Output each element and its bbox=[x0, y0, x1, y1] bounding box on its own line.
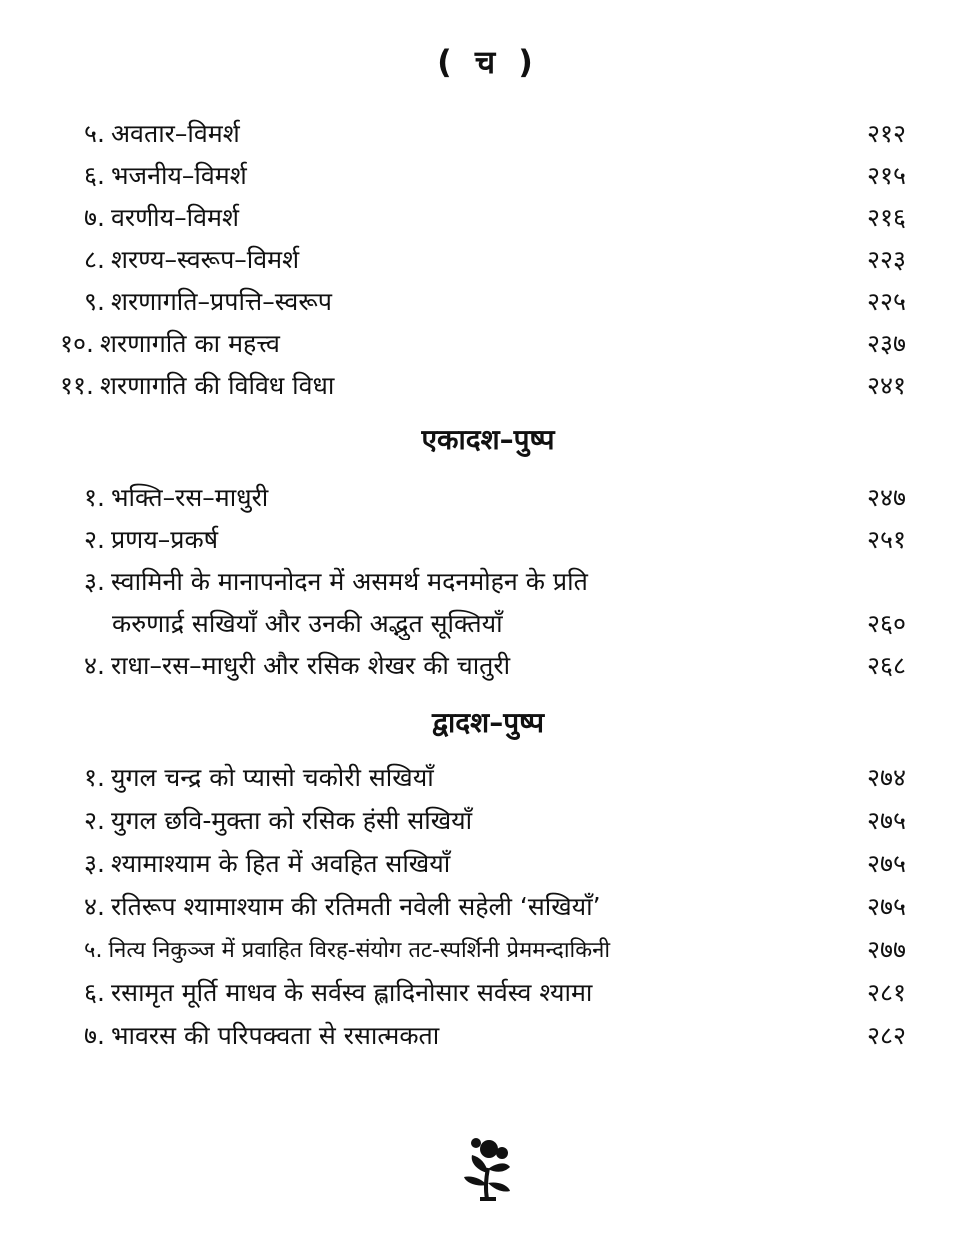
item-title: शरणागति का महत्त्व bbox=[99, 329, 280, 358]
page-number: २४७ bbox=[866, 483, 906, 512]
item-number: ४. bbox=[84, 892, 105, 921]
toc-row bbox=[60, 561, 906, 601]
item-number: ११. bbox=[60, 371, 94, 400]
item-number: ३. bbox=[84, 567, 105, 596]
item-number: ८. bbox=[84, 245, 105, 274]
item-number: ५. bbox=[84, 119, 105, 148]
page-number: २५१ bbox=[866, 525, 906, 554]
page-number: २७५ bbox=[866, 806, 906, 835]
item-number: ९. bbox=[84, 287, 105, 316]
item-title: भावरस की परिपक्वता से रसात्मकता bbox=[110, 1021, 440, 1050]
toc-row bbox=[60, 323, 906, 363]
item-title: युगल चन्द्र को प्यासो चकोरी सखियाँ bbox=[110, 763, 434, 792]
page-number: २३७ bbox=[866, 329, 906, 358]
page-number: २८२ bbox=[866, 1021, 906, 1050]
item-title: रतिरूप श्यामाश्याम की रतिमती नवेली सहेली ‘सखियाँ’ bbox=[110, 892, 601, 921]
page-number: २७५ bbox=[866, 849, 906, 878]
toc-row bbox=[60, 886, 906, 926]
page-number: २२३ bbox=[866, 245, 906, 274]
page-number: २८१ bbox=[866, 978, 906, 1007]
page-number: २१२ bbox=[866, 119, 906, 148]
toc-row bbox=[60, 645, 906, 685]
item-title: वरणीय–विमर्श bbox=[110, 203, 239, 232]
toc-row bbox=[60, 843, 906, 883]
item-title: प्रणय–प्रकर्ष bbox=[110, 525, 219, 554]
page-number: २२५ bbox=[866, 287, 906, 316]
item-number: ५. bbox=[84, 938, 103, 963]
page-number: २१६ bbox=[866, 203, 906, 232]
toc-row bbox=[60, 477, 906, 517]
page-number: २१५ bbox=[866, 161, 906, 190]
page-number: २६० bbox=[866, 609, 906, 638]
item-title: शरण्य–स्वरूप–विमर्श bbox=[110, 245, 300, 274]
item-number: २. bbox=[84, 525, 105, 554]
item-title: राधा–रस–माधुरी और रसिक शेखर की चातुरी bbox=[110, 651, 511, 680]
toc-row bbox=[60, 757, 906, 797]
page-number: २४१ bbox=[866, 371, 906, 400]
toc-row bbox=[60, 929, 906, 969]
toc-row bbox=[60, 197, 906, 237]
item-title: युगल छवि-मुक्ता को रसिक हंसी सखियाँ bbox=[110, 806, 473, 835]
page-number: २७४ bbox=[866, 763, 906, 792]
item-title: श्यामाश्याम के हित में अवहित सखियाँ bbox=[110, 849, 451, 878]
section-heading: एकादश–पुष्प bbox=[421, 423, 555, 456]
item-number: ४. bbox=[84, 651, 105, 680]
page-number: २७५ bbox=[866, 892, 906, 921]
section-heading: द्वादश–पुष्प bbox=[431, 706, 545, 739]
item-number: ७. bbox=[84, 203, 105, 232]
item-number: १. bbox=[84, 483, 105, 512]
item-title: स्वामिनी के मानापनोदन में असमर्थ मदनमोहन के प्रति bbox=[110, 567, 588, 596]
item-title: शरणागति की विविध विधा bbox=[99, 371, 335, 400]
item-title: भजनीय–विमर्श bbox=[110, 161, 247, 190]
toc-row bbox=[60, 603, 906, 643]
toc-row bbox=[60, 155, 906, 195]
item-title: रसामृत मूर्ति माधव के सर्वस्व ह्लादिनोसार सर्वस्व श्यामा bbox=[110, 978, 593, 1007]
item-title: भक्ति–रस–माधुरी bbox=[110, 483, 269, 512]
item-number: ६. bbox=[84, 978, 105, 1007]
page-number: २६८ bbox=[866, 651, 906, 680]
toc-row bbox=[60, 365, 906, 405]
item-number: १०. bbox=[60, 329, 94, 358]
item-title: शरणागति–प्रपत्ति–स्वरूप bbox=[110, 287, 332, 316]
item-number: २. bbox=[84, 806, 105, 835]
toc-row bbox=[60, 113, 906, 153]
item-number: ६. bbox=[84, 161, 105, 190]
toc-row bbox=[60, 1015, 906, 1055]
item-number: १. bbox=[84, 763, 105, 792]
toc-row bbox=[60, 239, 906, 279]
floral-ornament-icon bbox=[452, 1133, 522, 1203]
item-title: करुणार्द्र सखियाँ और उनकी अद्भुत सूक्तियाँ bbox=[112, 609, 503, 638]
toc-row bbox=[60, 972, 906, 1012]
toc-row bbox=[60, 281, 906, 321]
page-number: २७७ bbox=[866, 935, 906, 964]
toc-row bbox=[60, 519, 906, 559]
toc-row bbox=[60, 800, 906, 840]
item-number: ७. bbox=[84, 1021, 105, 1050]
item-title: अवतार–विमर्श bbox=[110, 119, 240, 148]
item-number: ३. bbox=[84, 849, 105, 878]
item-title: नित्य निकुञ्ज में प्रवाहित विरह-संयोग तट-स्पर्शिनी प्रेममन्दाकिनी bbox=[108, 938, 611, 963]
page-marker: ( च ) bbox=[437, 43, 539, 81]
